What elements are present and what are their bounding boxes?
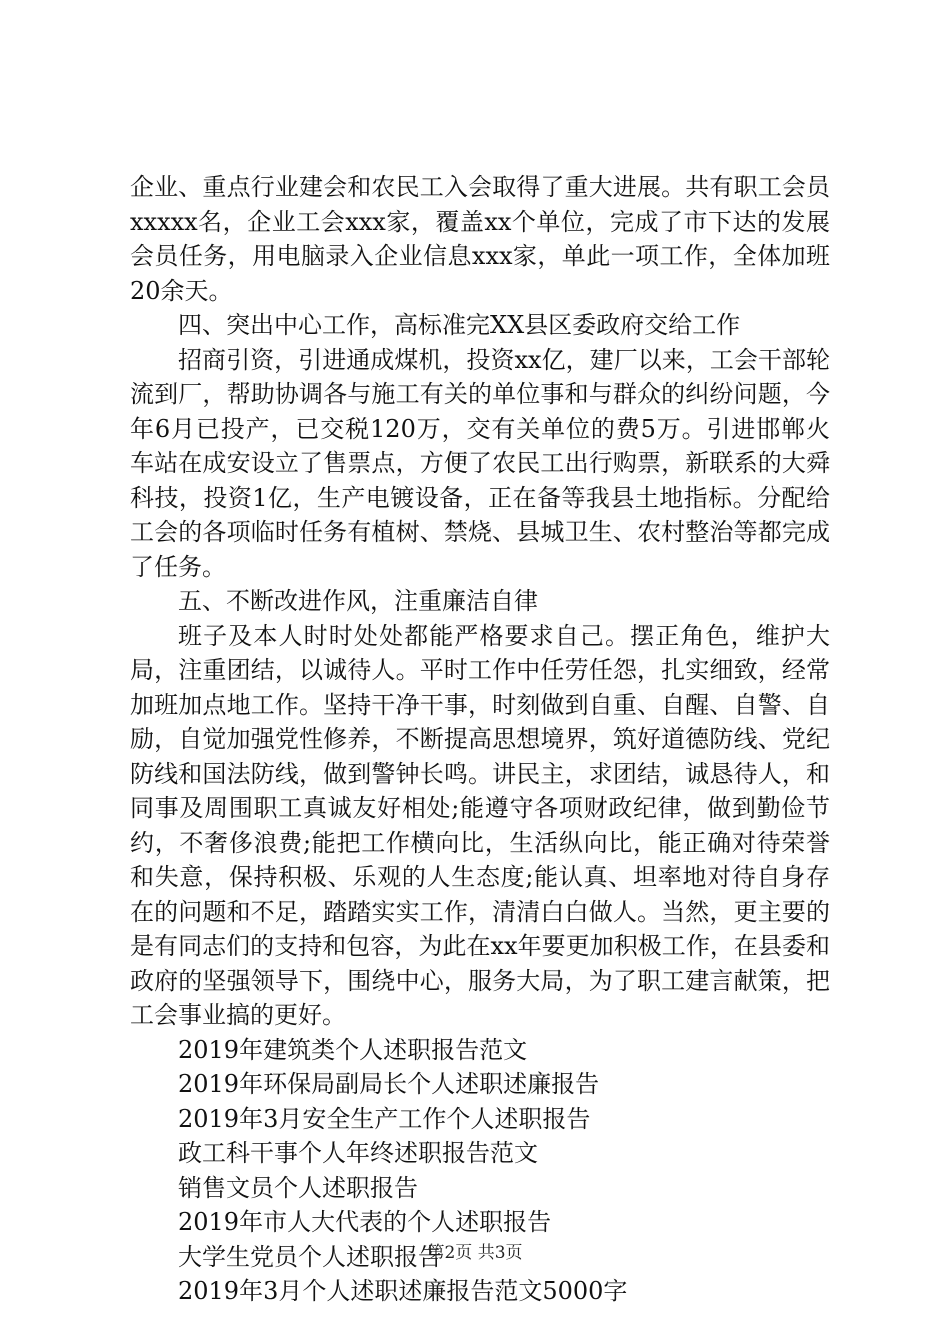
related-articles-list [130, 1033, 830, 1309]
section-heading-four: 四、突出中心工作，高标准完XX县区委政府交给工作 [178, 311, 741, 339]
related-article-link[interactable]: 2019年3月安全生产工作个人述职报告 [178, 1104, 591, 1133]
related-article-link[interactable]: 2019年环保局副局长个人述职述廉报告 [178, 1070, 600, 1098]
document-body [130, 170, 830, 1309]
paragraph-investment: 招商引资，引进通成煤机，投资xx亿，建厂以来，工会干部轮流到厂，帮助协调各与施工有关的单位事和与群众的纠纷问题，今年6月已投产，已交税120万，交有关单位的费5万。引进邯郸火车站在成安设立了售票点，方便了农民工出行购票，新联系的大舜科技，投资1亿，生产电镀设备，正在备等我县土地指标。分配给工会的各项临时任务有植树、禁烧、县城卫生、农村整治等都完成了任务。 [130, 345, 830, 581]
related-article-link[interactable]: 销售文员个人述职报告 [178, 1173, 418, 1202]
related-article-link[interactable]: 政工科干事个人年终述职报告范文 [178, 1139, 538, 1167]
section-heading-five: 五、不断改进作风，注重廉洁自律 [178, 587, 538, 615]
related-article-link[interactable]: 2019年市人大代表的个人述职报告 [178, 1208, 552, 1236]
paragraph-union-membership: 企业、重点行业建会和农民工入会取得了重大进展。共有职工会员xxxxx名，企业工会xxx家，覆盖xx个单位，完成了市下达的发展会员任务，用电脑录入企业信息xxx家，单此一项工作，全体加班20余天。 [130, 173, 830, 305]
page-number-footer: 第2页 共3页 [427, 1243, 523, 1263]
paragraph-self-discipline: 班子及本人时时处处都能严格要求自己。摆正角色，维护大局，注重团结，以诚待人。平时工作中任劳任怨，扎实细致，经常加班加点地工作。坚持干净干事，时刻做到自重、自醒、自警、自励，自觉加强党性修养，不断提高思想境界，筑好道德防线、党纪防线和国法防线，做到警钟长鸣。讲民主，求团结，诚恳待人，和同事及周围职工真诚友好相处;能遵守各项财政纪律，做到勤俭节约，不奢侈浪费;能把工作横向比，生活纵向比，能正确对待荣誉和失意，保持积极、乐观的人生态度;能认真、坦率地对待自身存在的问题和不足，踏踏实实工作，清清白白做人。当然，更主要的是有同志们的支持和包容，为此在xx年要更加积极工作，在县委和政府的坚强领导下，围绕中心，服务大局，为了职工建言献策，把工会事业搞的更好。 [130, 621, 830, 1029]
related-article-link[interactable]: 2019年3月个人述职述廉报告范文5000字 [178, 1277, 628, 1305]
related-article-link[interactable]: 2019年建筑类个人述职报告范文 [178, 1035, 528, 1064]
related-article-link[interactable]: 大学生党员个人述职报告 [178, 1242, 442, 1271]
